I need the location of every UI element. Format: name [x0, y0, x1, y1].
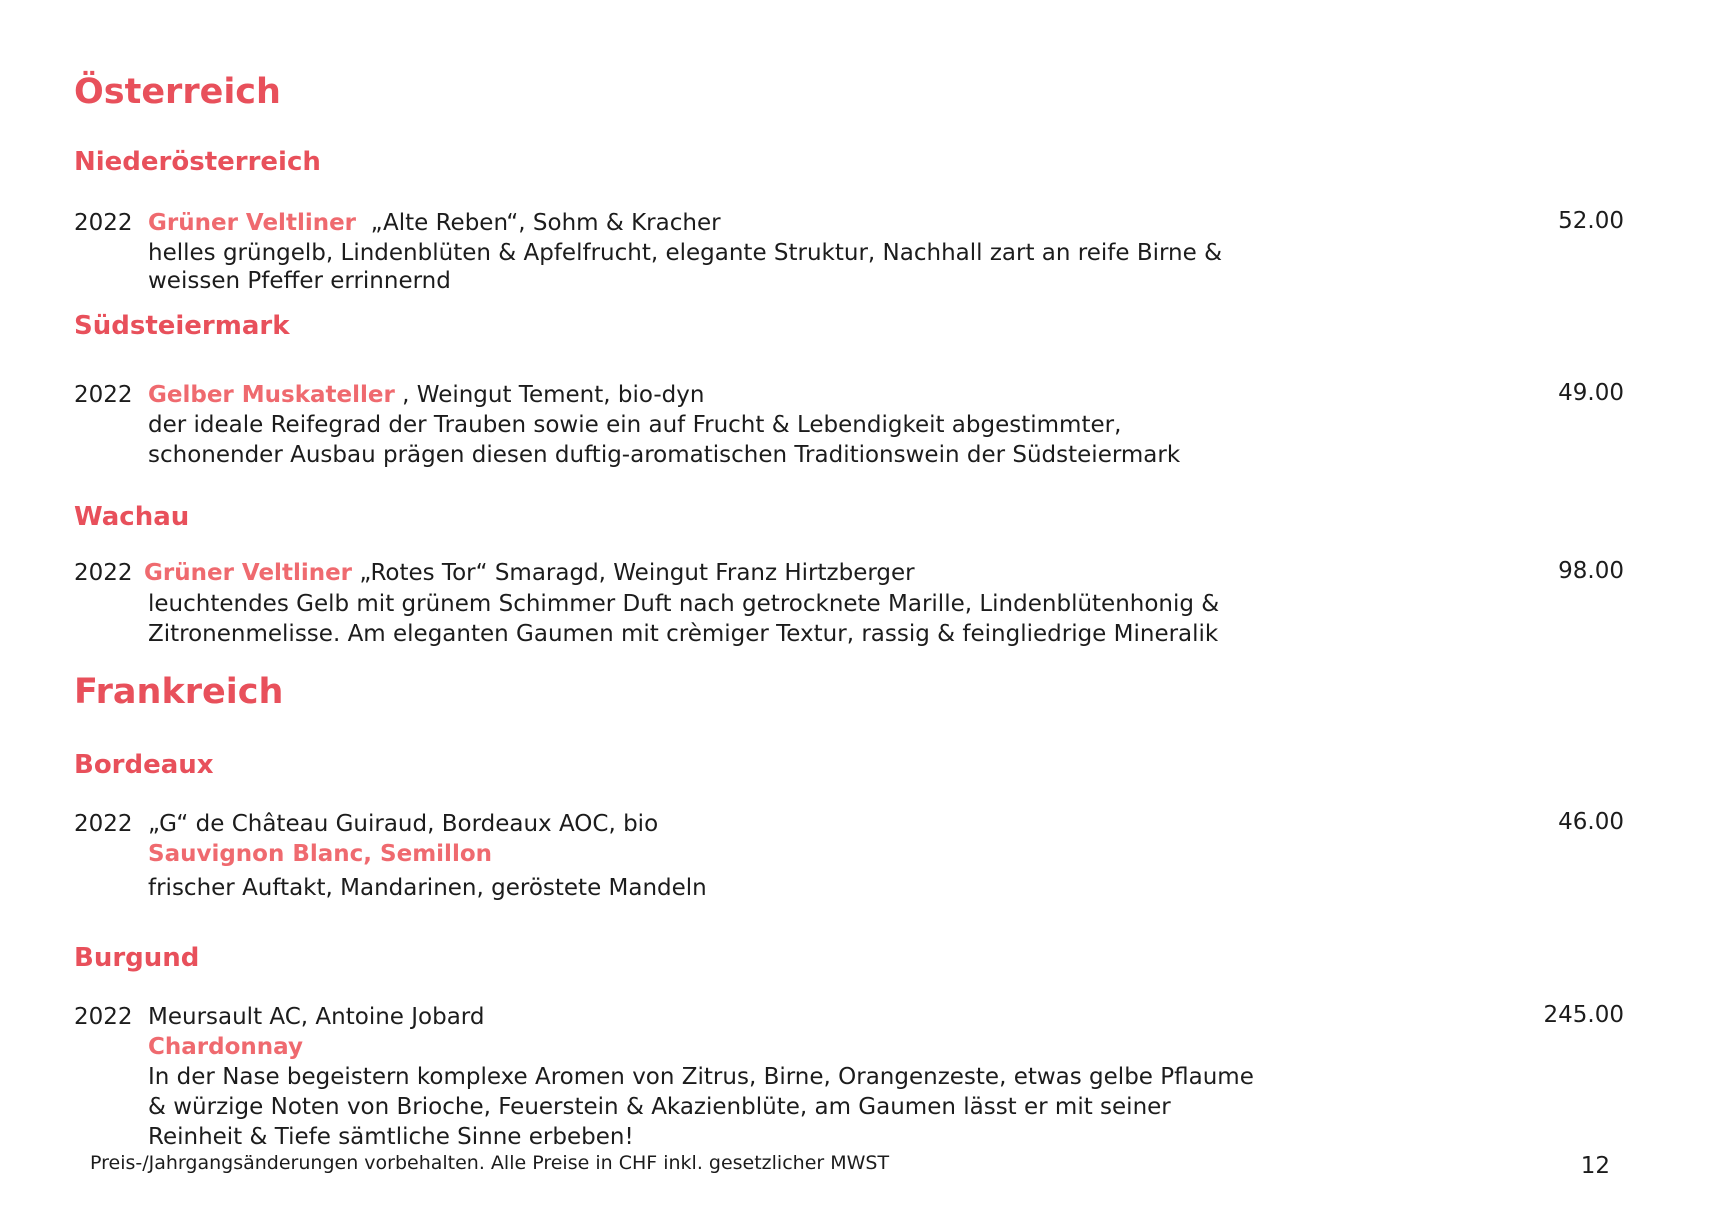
wine-description-line: der ideale Reifegrad der Trauben sowie ein auf Frucht & Lebendigkeit abgestimmter, [148, 412, 1122, 438]
wine-price: 98.00 [1558, 558, 1624, 584]
footer-note: Preis-/Jahrgangsänderungen vorbehalten. Alle Preise in CHF inkl. gesetzlicher MWST [90, 1152, 890, 1174]
wine-price: 46.00 [1558, 809, 1624, 835]
wine-description-line: helles grüngelb, Lindenblüten & Apfelfrucht, elegante Struktur, Nachhall zart an reife Birne & [148, 240, 1223, 266]
wine-year: 2022 [74, 210, 133, 236]
wine-description-line: Zitronenmelisse. Am eleganten Gaumen mit crèmiger Textur, rassig & feingliedrige Mineralik [148, 621, 1219, 647]
wine-description-line: schonender Ausbau prägen diesen duftig-aromatischen Traditionswein der Südsteiermark [148, 442, 1181, 468]
wine-description-line: leuchtendes Gelb mit grünem Schimmer Duft nach getrocknete Marille, Lindenblütenhonig & [148, 591, 1220, 617]
wine-description-line: & würzige Noten von Brioche, Feuerstein & Akazienblüte, am Gaumen lässt er mit seiner [148, 1094, 1171, 1120]
region-heading-burgund: Burgund [74, 943, 200, 973]
wine-title [148, 208, 721, 238]
wine-title [144, 558, 915, 588]
wine-grape: Gelber Muskateller [148, 382, 395, 408]
wine-name: , Weingut Tement, bio-dyn [402, 382, 705, 408]
wine-year: 2022 [74, 811, 133, 837]
region-heading-bordeaux: Bordeaux [74, 750, 214, 780]
country-heading-oesterreich: Österreich [74, 72, 281, 112]
page-number: 12 [1580, 1153, 1610, 1179]
wine-grape: Sauvignon Blanc, Semillon [148, 841, 493, 867]
wine-price: 52.00 [1558, 208, 1624, 234]
region-heading-wachau: Wachau [74, 502, 190, 532]
wine-name: „Alte Reben“, Sohm & Kracher [370, 210, 721, 236]
wine-year: 2022 [74, 1004, 133, 1030]
region-heading-suedsteiermark: Südsteiermark [74, 311, 290, 341]
wine-grape: Chardonnay [148, 1034, 303, 1060]
wine-description-line: In der Nase begeistern komplexe Aromen von Zitrus, Birne, Orangenzeste, etwas gelbe Pflaume [148, 1064, 1254, 1090]
wine-description-line: weissen Pfeffer errinnernd [148, 268, 451, 294]
wine-grape: Grüner Veltliner [144, 560, 353, 586]
wine-title [148, 380, 704, 410]
wine-price: 245.00 [1543, 1002, 1624, 1028]
wine-description-line: frischer Auftakt, Mandarinen, geröstete Mandeln [148, 875, 707, 901]
wine-price: 49.00 [1558, 380, 1624, 406]
wine-name: Meursault AC, Antoine Jobard [148, 1004, 485, 1030]
wine-name: „G“ de Château Guiraud, Bordeaux AOC, bio [148, 811, 659, 837]
region-heading-niederoesterreich: Niederösterreich [74, 147, 321, 177]
wine-year: 2022 [74, 560, 133, 586]
country-heading-frankreich: Frankreich [74, 672, 284, 712]
wine-name: „Rotes Tor“ Smaragd, Weingut Franz Hirtzberger [359, 560, 915, 586]
wine-year: 2022 [74, 382, 133, 408]
wine-grape: Grüner Veltliner [148, 210, 357, 236]
wine-description-line: Reinheit & Tiefe sämtliche Sinne erbeben! [148, 1124, 634, 1150]
